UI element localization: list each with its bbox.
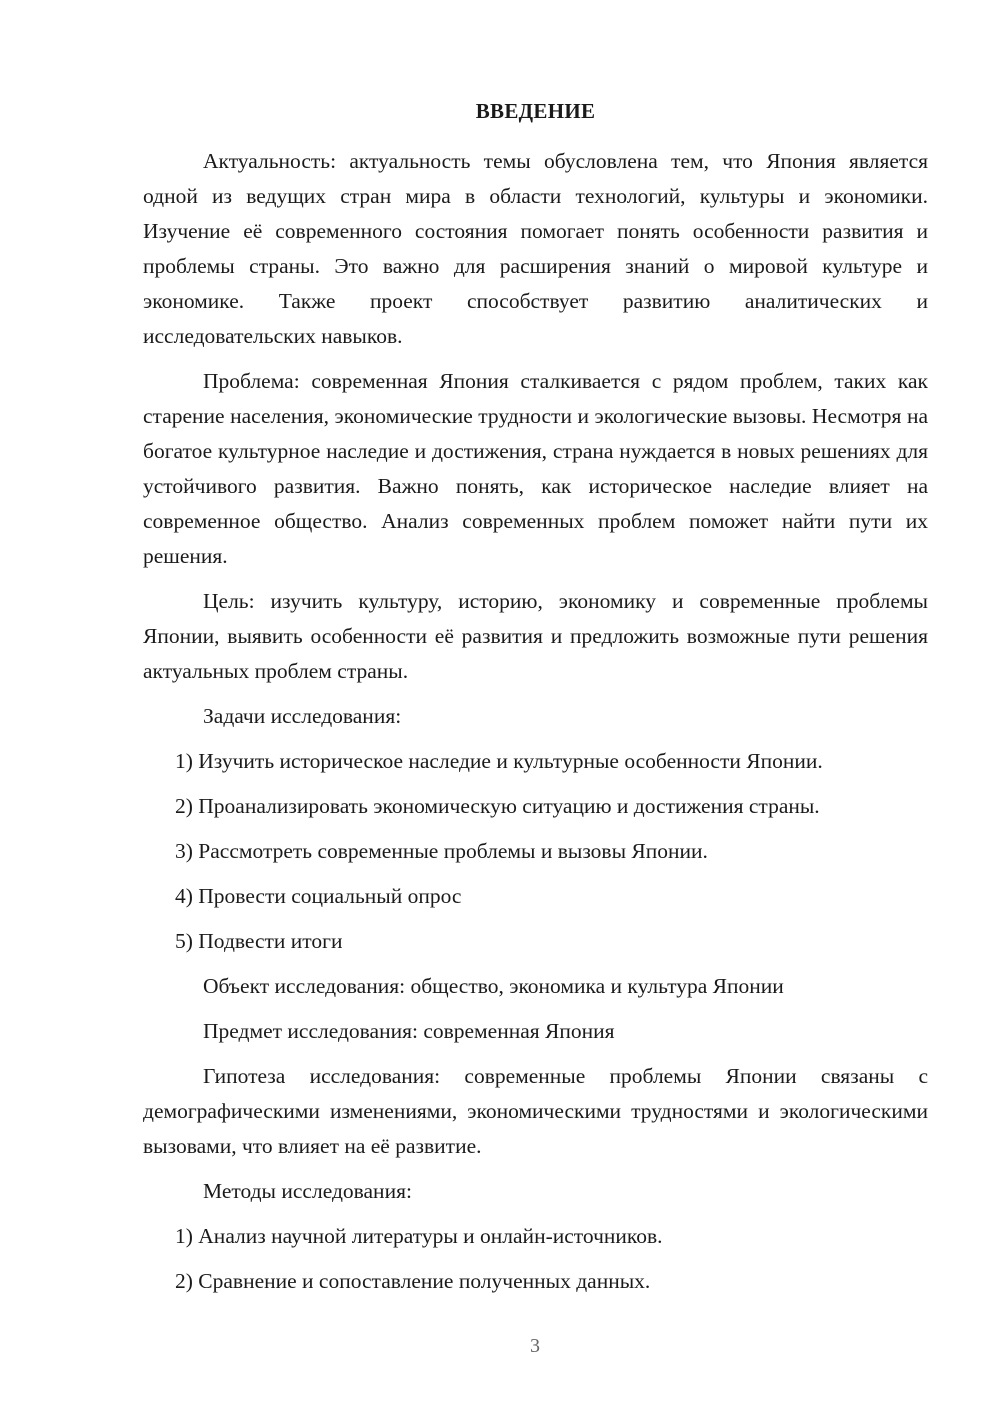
section-heading: ВВЕДЕНИЕ — [475, 99, 596, 123]
task-item: 4) Провести социальный опрос — [175, 884, 462, 908]
method-item: 1) Анализ научной литературы и онлайн-источников. — [175, 1224, 663, 1248]
relevance-paragraph: Актуальность: актуальность темы обусловлена тем, что Япония является одной из ведущих стран мира в области технологий, культуры и экономики. Изучение её современного состояния помогает понять особенности развития и проблемы страны. Это важно для расширения знаний о мировой культуре и экономике. Также проект способствует развитию аналитических и исследовательских навыков. — [143, 149, 928, 348]
methods-heading: Методы исследования: — [203, 1179, 412, 1203]
document-page — [143, 98, 928, 1309]
problem-paragraph: Проблема: современная Япония сталкивается с рядом проблем, таких как старение населения, экономические трудности и экологические вызовы. Несмотря на богатое культурное наследие и достижения, страна нуждается в новых решениях для устойчивого развития. Важно понять, как историческое наследие влияет на современное общество. Анализ современных проблем поможет найти пути их решения. — [143, 369, 928, 568]
method-item: 2) Сравнение и сопоставление полученных данных. — [175, 1269, 651, 1293]
task-item: 3) Рассмотреть современные проблемы и вызовы Японии. — [175, 839, 708, 863]
hypothesis-paragraph: Гипотеза исследования: современные проблемы Японии связаны с демографическими изменениями, экономическими трудностями и экологическими вызовами, что влияет на её развитие. — [143, 1064, 928, 1158]
page-number: 3 — [530, 1335, 540, 1357]
tasks-heading: Задачи исследования: — [203, 704, 402, 728]
task-item: 5) Подвести итоги — [175, 929, 343, 953]
object-line: Объект исследования: общество, экономика и культура Японии — [203, 974, 784, 998]
task-item: 1) Изучить историческое наследие и культурные особенности Японии. — [175, 749, 823, 773]
task-item: 2) Проанализировать экономическую ситуацию и достижения страны. — [175, 794, 820, 818]
goal-paragraph: Цель: изучить культуру, историю, экономику и современные проблемы Японии, выявить особенности её развития и предложить возможные пути решения актуальных проблем страны. — [143, 589, 928, 683]
subject-line: Предмет исследования: современная Япония — [203, 1019, 615, 1043]
